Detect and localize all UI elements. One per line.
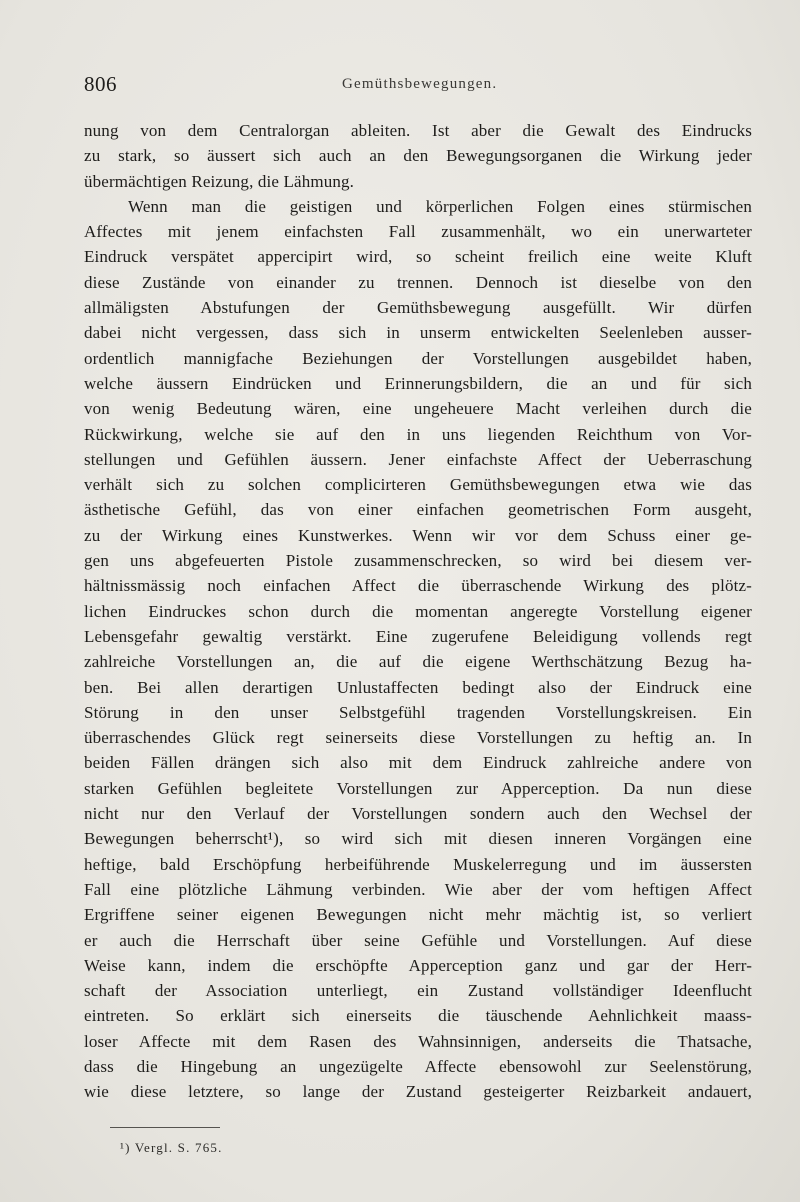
text-line: starken Gefühlen begleitete Vorstellungen zur Apperception. Da nun diese [84,778,752,798]
page-number: 806 [84,72,117,96]
text-line: zu stark, so äussert sich auch an den Bewegungsorganen die Wirkung jeder [84,146,752,166]
text-line: Affectes mit jenem einfachsten Fall zusammenhält, wo ein unerwarteter [84,222,752,242]
text-line: dabei nicht vergessen, dass sich in unserm entwickelten Seelenleben ausser- [84,323,752,343]
text-line: loser Affecte mit dem Rasen des Wahnsinnigen, anderseits die Thatsache, [84,1031,752,1051]
text-line: ästhetische Gefühl, das von einer einfachen geometrischen Form ausgeht, [84,500,752,520]
text-line: Weise kann, indem die erschöpfte Apperception ganz und gar der Herr- [84,955,752,975]
text-line: Störung in den unser Selbstgefühl tragenden Vorstellungskreisen. Ein [84,702,752,722]
text-line: von wenig Bedeutung wären, eine ungeheuere Macht verleihen durch die [84,399,752,419]
text-line: er auch die Herrschaft über seine Gefühle und Vorstellungen. Auf diese [84,930,752,950]
text-line: Rückwirkung, welche sie auf den in uns liegenden Reichthum von Vor- [84,424,752,444]
text-line: zahlreiche Vorstellungen an, die auf die eigene Werthschätzung Bezug ha- [84,652,752,672]
text-line: heftige, bald Erschöpfung herbeiführende Muskelerregung und im äussersten [84,854,752,874]
text-line: gen uns abgefeuerten Pistole zusammenschrecken, so wird bei diesem ver- [84,551,752,571]
running-head: Gemüthsbewegungen. [342,76,498,92]
text-line: eintreten. So erklärt sich einerseits die täuschende Aehnlichkeit maass- [84,1006,752,1026]
text-line: dass die Hingebung an ungezügelte Affecte ebensowohl zur Seelenstörung, [84,1056,752,1076]
text-line: zu der Wirkung eines Kunstwerkes. Wenn wir vor dem Schuss einer ge- [84,525,752,545]
text-line: wie diese letztere, so lange der Zustand gesteigerter Reizbarkeit andauert, [84,1082,752,1102]
text-line: überraschendes Glück regt seinerseits diese Vorstellungen zu heftig an. In [84,728,752,748]
text-line: ben. Bei allen derartigen Unlustaffecten bedingt also der Eindruck eine [84,677,752,697]
body-text [84,118,752,1105]
text-line: hältnissmässig noch einfachen Affect die überraschende Wirkung des plötz- [84,576,752,596]
text-line: welche äussern Eindrücken und Erinnerungsbildern, die an und für sich [84,373,752,393]
text-line: beiden Fällen drängen sich also mit dem Eindruck zahlreiche andere von [84,753,752,773]
text-line: Fall eine plötzliche Lähmung verbinden. Wie aber der vom heftigen Affect [84,879,752,899]
text-line: allmäligsten Abstufungen der Gemüthsbewegung ausgefüllt. Wir dürfen [84,298,752,318]
text-line: diese Zustände von einander zu trennen. Dennoch ist dieselbe von den [84,272,752,292]
text-line: übermächtigen Reizung, die Lähmung. [84,171,355,191]
page-header [84,72,764,102]
text-line: stellungen und Gefühlen äussern. Jener einfachste Affect der Ueberraschung [84,449,752,469]
text-line: Wenn man die geistigen und körperlichen Folgen eines stürmischen [128,196,752,216]
text-line: Lebensgefahr gewaltig verstärkt. Eine zugerufene Beleidigung vollends regt [84,626,752,646]
footnote-divider [110,1127,220,1128]
text-line: Eindruck verspätet appercipirt wird, so scheint freilich eine weite Kluft [84,247,752,267]
text-line: Bewegungen beherrscht¹), so wird sich mit diesen inneren Vorgängen eine [84,829,752,849]
text-line: lichen Eindruckes schon durch die momentan angeregte Vorstellung eigener [84,601,752,621]
text-line: nung von dem Centralorgan ableiten. Ist aber die Gewalt des Eindrucks [84,121,752,140]
footnote: ¹) Vergl. S. 765. [120,1140,223,1155]
text-line: schaft der Association unterliegt, ein Zustand vollständiger Ideenflucht [84,981,752,1001]
text-line: nicht nur den Verlauf der Vorstellungen sondern auch den Wechsel der [84,804,752,824]
text-line: Ergriffene seiner eigenen Bewegungen nicht mehr mächtig ist, so verliert [84,905,752,925]
text-line: ordentlich mannigfache Beziehungen der Vorstellungen ausgebildet haben, [84,348,752,368]
text-line: verhält sich zu solchen complicirteren Gemüthsbewegungen etwa wie das [84,475,752,495]
